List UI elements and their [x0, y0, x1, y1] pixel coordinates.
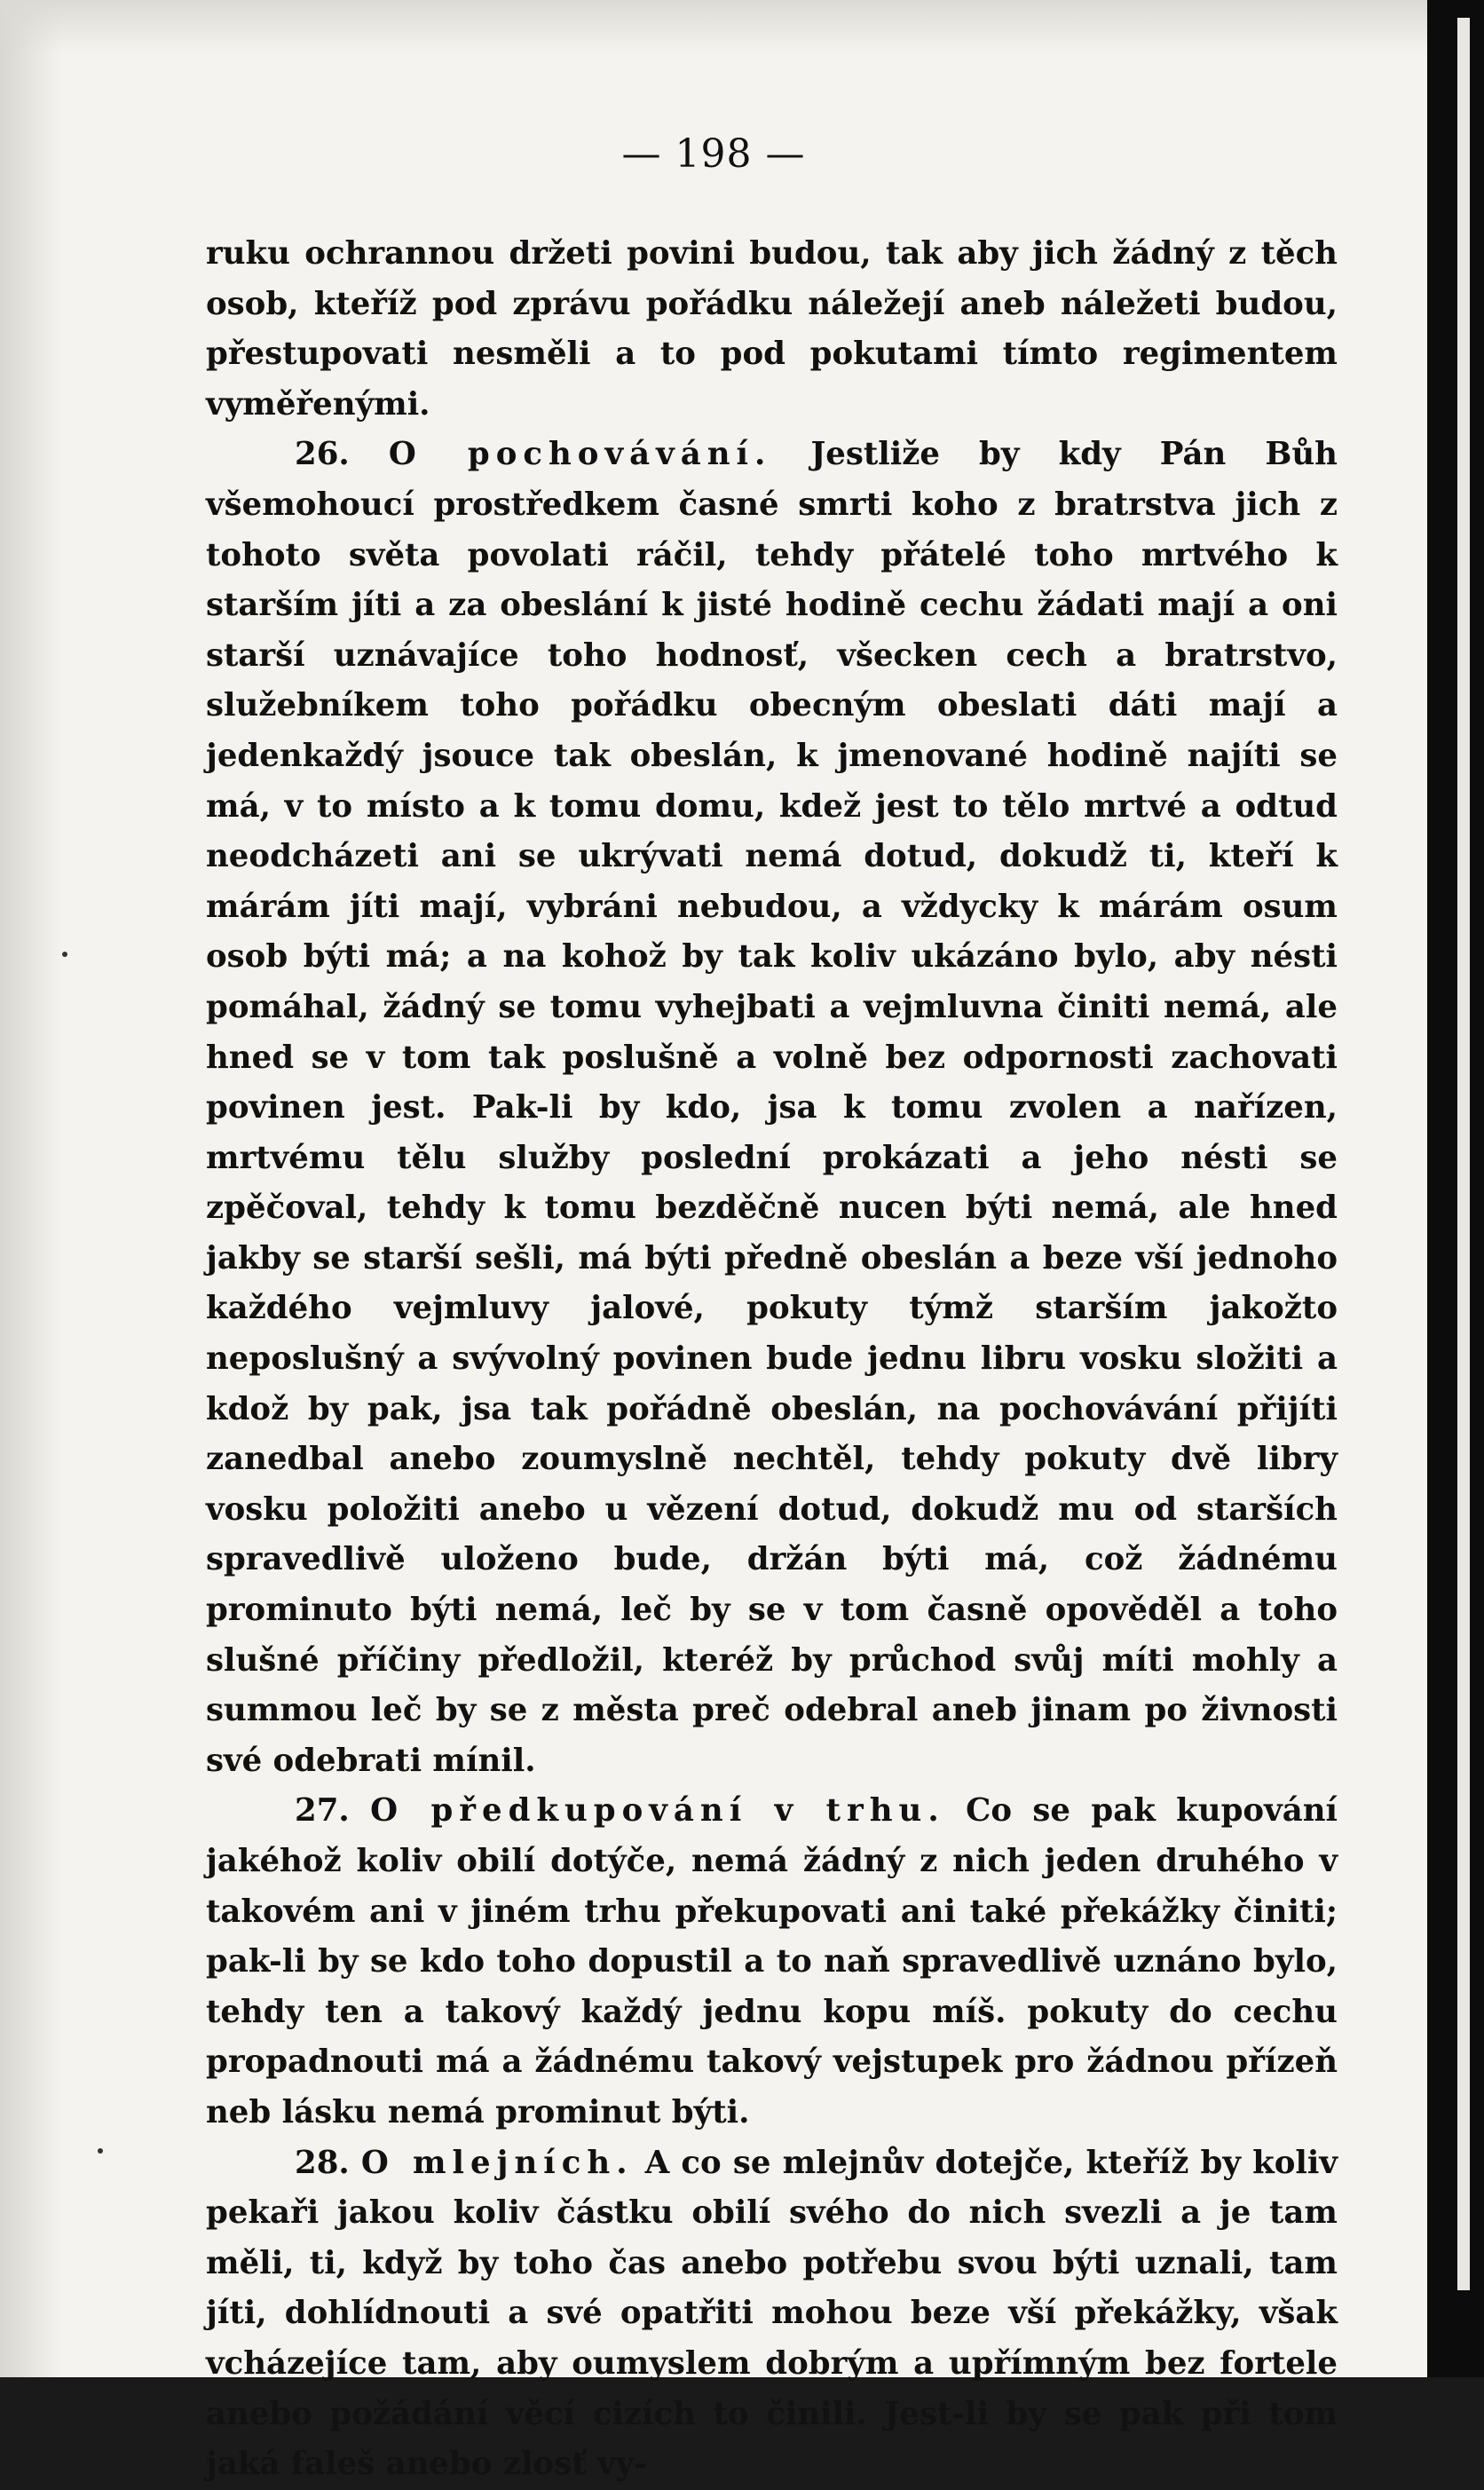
- scan-speck: [62, 952, 67, 957]
- section-number: 28.: [295, 2144, 350, 2181]
- scan-shadow-top: [0, 0, 1427, 53]
- section-heading: O mlejních.: [360, 2144, 634, 2181]
- paragraph-intro: [206, 229, 1338, 430]
- paragraph-text: Co se pak kupování jakéhož koliv obilí dotýče, nemá žádný z nich jeden druhého v takovém ani v jiném trhu překupovati ani také překážky činiti; pak-li by se kdo toho dopustil a to naň spravedlivě uznáno bylo, tehdy ten a takový každý jednu kopu míš. pokuty do cechu propadnouti má a žádnému takový vejstupek pro žádnou přízeň neb lásku nemá prominut býti.: [206, 1792, 1338, 2130]
- section-number: 27.: [295, 1792, 350, 1830]
- scan-speck: [98, 2148, 103, 2154]
- section-number: 26.: [295, 436, 350, 473]
- scan-border: [1427, 0, 1484, 2377]
- page-number: — 198 —: [621, 131, 806, 177]
- adjacent-page-edge: [1457, 18, 1470, 2290]
- section-heading: O předkupování v trhu.: [370, 1792, 945, 1830]
- paragraph-26: [206, 430, 1338, 1786]
- scan-shadow: [0, 0, 62, 2377]
- paragraph-text: ruku ochrannou držeti povini budou, tak aby jich žádný z těch osob, kteříž pod zprávu pořádku náležejí aneb náležeti budou, přestupovati nesměli a to pod pokutami tímto regimentem vyměřenými.: [206, 235, 1338, 423]
- paragraph-28: [206, 2138, 1338, 2490]
- paragraph-text: A co se mlejnův dotejče, kteříž by koliv pekaři jakou koliv částku obilí svého do nich svezli a je tam měli, ti, když by toho čas anebo potřebu svou býti uznali, tam jíti, dohlídnouti a své opatřiti mohou beze vší překážky, však vcházejíce tam, aby oumyslem dobrým a upřímným bez fortele anebo požádání věcí cizích to činili. Jest-li by se pak při tom jaká faleš anebo zlosť vy-: [206, 2144, 1338, 2483]
- paragraph-27: [206, 1786, 1338, 2138]
- section-heading: O pochovávání.: [388, 436, 772, 473]
- paragraph-text: Jestliže by kdy Pán Bůh všemohoucí prostředkem časné smrti koho z bratrstva jich z tohoto světa povolati ráčil, tehdy přátelé toho mrtvého k starším jíti a za obeslání k jisté hodině cechu žádati mají a oni starší uznávajíce toho hodnosť, všecken cech a bratrstvo, služebníkem toho pořádku obecným obeslati dáti mají a jedenkaždý jsouce tak obeslán, k jmenované hodině najíti se má, v to místo a k tomu domu, kdež jest to tělo mrtvé a odtud neodcházeti ani se ukrývati nemá dotud, dokudž ti, kteří k márám jíti mají, vybráni nebudou, a vždycky k márám osum osob býti má; a na kohož by tak koliv ukázáno bylo, aby nésti pomáhal, žádný se tomu vyhejbati a vejmluvna činiti nemá, ale hned se v tom tak poslušně a volně bez odpornosti zachovati povinen jest. Pak-li by kdo, jsa k tomu zvolen a nařízen, mrtvému tělu služby poslední prokázati a jeho nésti se zpěčoval, tehdy k tomu bezděčně nucen býti nemá, ale hned jakby se starší sešli, má býti předně obeslán a beze vší jednoho každého vejmluvy jalové, pokuty týmž starším jakožto neposlušný a svývolný povinen bude jednu libru vosku složiti a kdož by pak, jsa tak pořádně obeslán, na pochovávání přijíti zanedbal anebo zoumyslně nechtěl, tehdy pokuty dvě libry vosku položiti anebo u vězení dotud, dokudž mu od starších spravedlivě uloženo bude, držán býti má, což žádnému prominuto býti nemá, leč by se v tom časně opověděl a toho slušné příčiny předložil, kteréž by průchod svůj míti mohly a summou leč by se z města preč odebral aneb jinam po živnosti své odebrati mínil.: [206, 436, 1338, 1779]
- body-text: [206, 229, 1338, 2490]
